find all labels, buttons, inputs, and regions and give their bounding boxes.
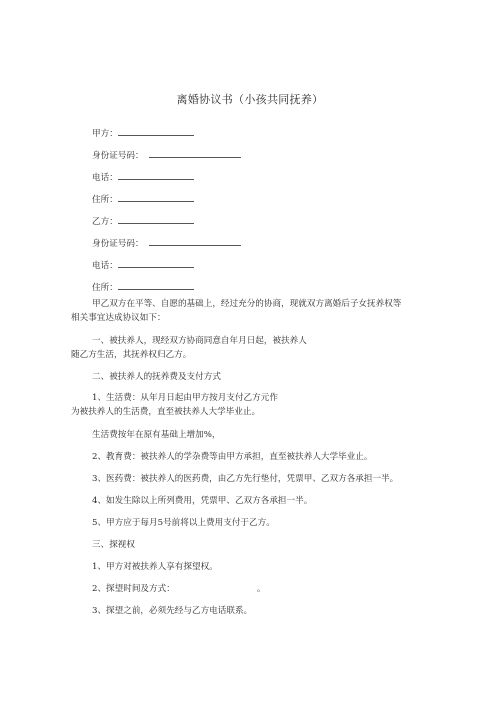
- party-b-address-blank: [118, 280, 194, 290]
- document-title: 离婚协议书（小孩共同抚养）: [176, 93, 324, 106]
- payment-clause: 5、甲方应于每月5号前将以上费用支付于乙方。: [92, 518, 275, 528]
- living-expense-line-2: 为被扶养人的生活费，直至被扶养人大学毕业止。: [71, 407, 261, 417]
- party-b-id-field: [92, 236, 241, 250]
- intro-line-2: 相关事宜达成协议如下：: [71, 313, 166, 323]
- other-costs-clause: 4、如发生除以上所列费用，凭票甲、乙双方各承担一半。: [92, 496, 313, 506]
- party-b-id-blank: [149, 236, 241, 246]
- party-a-field: [92, 126, 194, 140]
- increase-clause: 生活费按年在原有基础上增加%，: [92, 430, 221, 440]
- visit-clause-2-label: 2、探望时间及方式：: [92, 584, 175, 594]
- living-expense-line-1: 1、生活费：从年月日起由甲方按月支付乙方元作: [92, 393, 278, 403]
- party-a-address-label: 住所：: [92, 195, 118, 205]
- party-b-field: [92, 214, 194, 228]
- visit-clause-1: 1、甲方对被扶养人享有探望权。: [92, 562, 218, 572]
- party-a-address-field: [92, 192, 194, 206]
- party-a-phone-field: [92, 170, 194, 184]
- party-b-phone-blank: [118, 258, 194, 268]
- party-a-blank: [118, 126, 194, 136]
- clause-1-line-1: 一、被扶养人，现经双方协商同意自年月日起，被扶养人: [92, 336, 307, 346]
- section-2-heading: 二、被扶养人的抚养费及支付方式: [92, 372, 221, 382]
- party-b-address-label: 住所：: [92, 283, 118, 293]
- clause-1-line-2: 随乙方生活，其抚养权归乙方。: [71, 350, 192, 360]
- visit-clause-2-end: 。: [256, 584, 266, 594]
- party-a-phone-label: 电话：: [92, 173, 118, 183]
- party-a-id-label: 身份证号码：: [92, 151, 144, 161]
- party-b-address-field: [92, 280, 194, 294]
- party-a-address-blank: [118, 192, 194, 202]
- party-b-phone-field: [92, 258, 194, 272]
- party-b-label: 乙方：: [92, 217, 118, 227]
- education-clause: 2、教育费：被扶养人的学杂费等由甲方承担，直至被扶养人大学毕业止。: [92, 452, 373, 462]
- visit-clause-3: 3、探望之前，必须先经与乙方电话联系。: [92, 606, 253, 616]
- intro-line-1: 甲乙双方在平等、自愿的基础上，经过充分的协商，现就双方离婚后子女抚养权等: [92, 299, 402, 309]
- party-a-id-blank: [149, 148, 241, 158]
- party-a-phone-blank: [118, 170, 194, 180]
- party-a-id-field: [92, 148, 241, 162]
- party-b-id-label: 身份证号码：: [92, 239, 144, 249]
- section-3-heading: 三、探视权: [92, 540, 135, 550]
- party-a-label: 甲方：: [92, 129, 118, 139]
- party-b-phone-label: 电话：: [92, 261, 118, 271]
- visit-clause-2: [92, 584, 265, 595]
- party-b-blank: [118, 214, 194, 224]
- medical-clause: 3、医药费：被扶养人的医药费，由乙方先行垫付，凭票甲、乙双方各承担一半。: [92, 474, 399, 484]
